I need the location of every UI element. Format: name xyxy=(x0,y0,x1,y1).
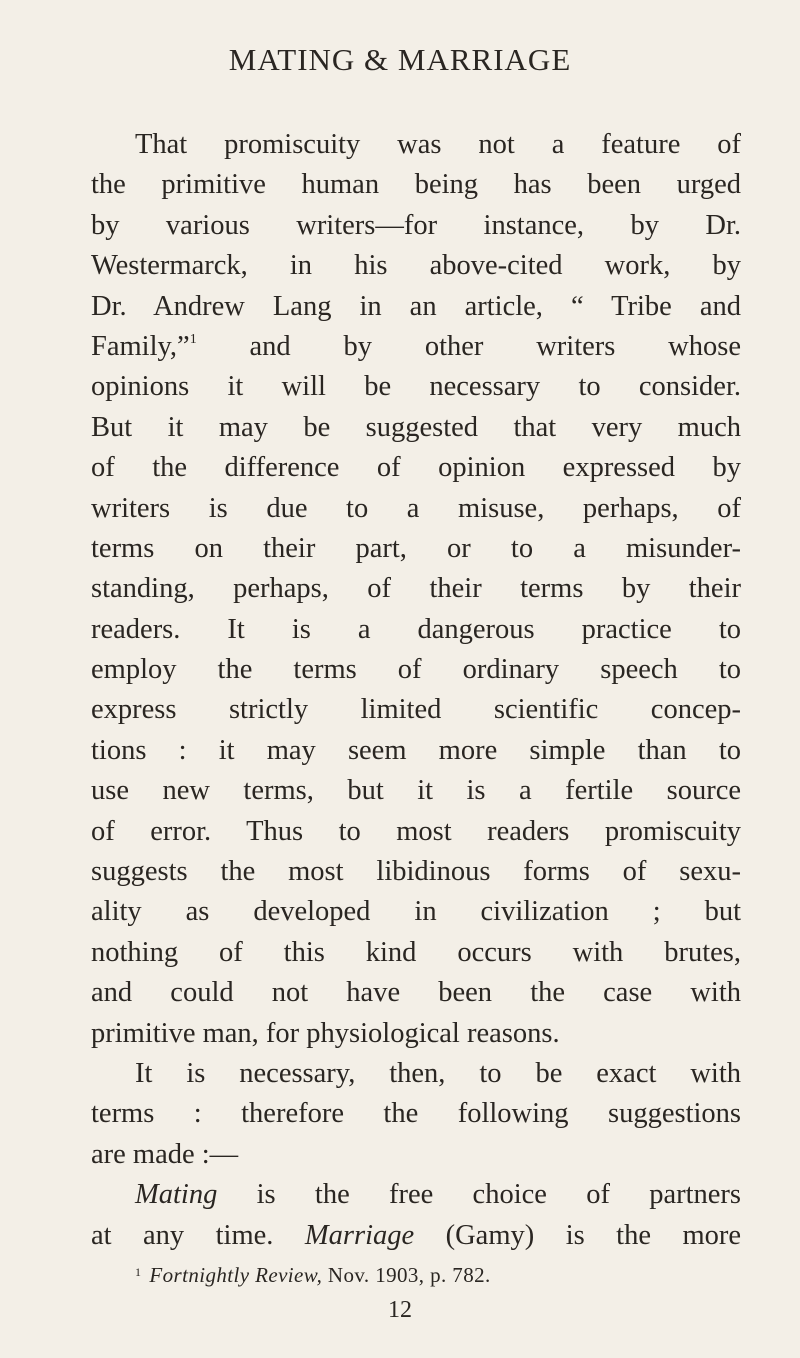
text-fragment: (Gamy) is the more xyxy=(445,1219,741,1251)
text-line: the primitive human being has been urged xyxy=(91,169,741,201)
text-line: suggests the most libidinous forms of sexu- xyxy=(91,856,741,888)
footnote-mark: 1 xyxy=(135,1265,142,1279)
text-line: writers is due to a misuse, perhaps, of xyxy=(91,492,741,524)
text-line: primitive man, for physiological reasons. xyxy=(91,1017,560,1049)
text-line: tions : it may seem more simple than to xyxy=(91,734,741,766)
text-line: of the difference of opinion expressed by xyxy=(91,452,741,484)
text-line-with-term xyxy=(91,1216,741,1256)
text-line: But it may be suggested that very much xyxy=(91,411,741,443)
footnote-citation: Nov. 1903, p. 782. xyxy=(327,1263,491,1287)
text-fragment: at any time. xyxy=(91,1219,274,1251)
running-head: MATING & MARRIAGE xyxy=(228,42,572,77)
text-line: and could not have been the case with xyxy=(91,977,741,1009)
text-line: express strictly limited scientific concep- xyxy=(91,694,741,726)
text-line: That promiscuity was not a feature of xyxy=(135,129,741,160)
text-line-with-note-ref xyxy=(91,327,741,367)
footnote-reference: 1 xyxy=(189,331,197,347)
page-number: 12 xyxy=(388,1297,412,1323)
body-text xyxy=(91,125,741,1256)
italic-term-mating: Mating xyxy=(135,1179,218,1211)
text-line: terms on their part, or to a misunder- xyxy=(91,532,741,564)
footnote-journal: Fortnightly Review, xyxy=(149,1263,323,1287)
text-line: by various writers—for instance, by Dr. xyxy=(91,209,741,241)
footnote xyxy=(135,1263,491,1288)
text-line: Westermarck, in his above-cited work, by xyxy=(91,250,741,282)
text-line: nothing of this kind occurs with brutes, xyxy=(91,936,741,968)
text-line: ality as developed in civilization ; but xyxy=(91,896,741,928)
text-line: readers. It is a dangerous practice to xyxy=(91,613,741,645)
text-line-with-term xyxy=(91,1175,741,1215)
text-line: are made :— xyxy=(91,1138,239,1170)
text-fragment: and by other writers whose xyxy=(249,330,741,362)
text-line: standing, perhaps, of their terms by their xyxy=(91,573,741,605)
text-line: opinions it will be necessary to consider. xyxy=(91,371,741,403)
text-line: Dr. Andrew Lang in an article, “ Tribe and xyxy=(91,290,741,322)
italic-term-marriage: Marriage xyxy=(304,1219,415,1251)
text-line: It is necessary, then, to be exact with xyxy=(135,1057,741,1089)
text-line: use new terms, but it is a fertile source xyxy=(91,775,741,807)
text-line: of error. Thus to most readers promiscuity xyxy=(91,815,741,847)
text-fragment: Family,” xyxy=(91,330,190,362)
text-fragment: is the free choice of partners xyxy=(256,1179,741,1211)
text-line: employ the terms of ordinary speech to xyxy=(91,654,741,686)
text-line: terms : therefore the following suggestions xyxy=(91,1098,741,1130)
